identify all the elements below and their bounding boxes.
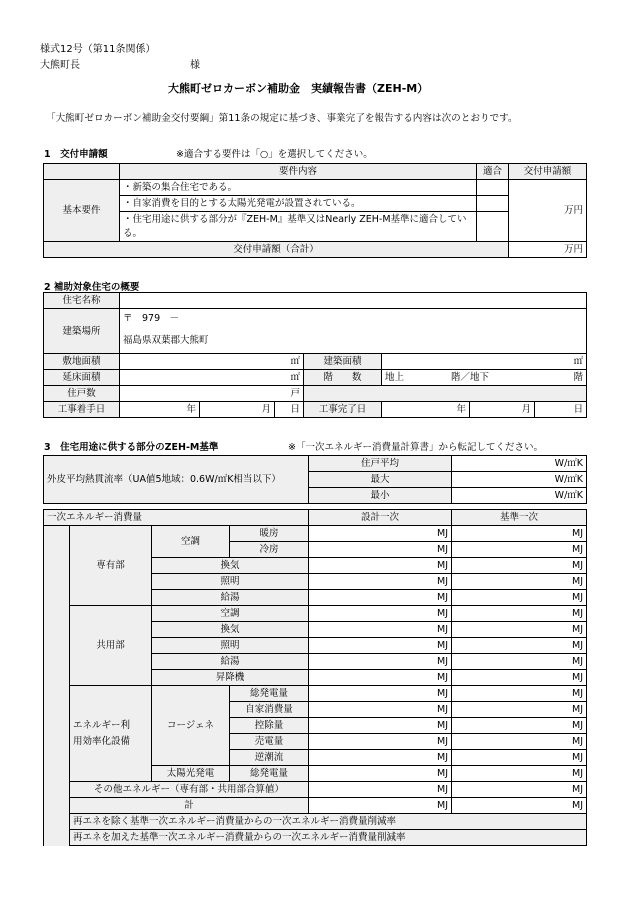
private-item: 給湯 bbox=[152, 590, 309, 606]
fit-checkbox-1[interactable] bbox=[477, 180, 509, 196]
location-label: 建築場所 bbox=[44, 309, 120, 354]
mj-input[interactable]: MJ bbox=[452, 622, 587, 638]
col-requirement: 要件内容 bbox=[120, 164, 477, 180]
floor-area-label: 延床面積 bbox=[44, 370, 120, 386]
fit-checkbox-2[interactable] bbox=[477, 196, 509, 212]
end-year[interactable] bbox=[382, 402, 470, 418]
energy-label: 一次エネルギー消費量 bbox=[44, 510, 309, 526]
mj-input[interactable]: MJ bbox=[452, 590, 587, 606]
section1-table bbox=[43, 163, 587, 258]
house-name-input[interactable] bbox=[120, 293, 587, 309]
mj-input[interactable]: MJ bbox=[309, 590, 452, 606]
cogen-label: コージェネ bbox=[152, 686, 230, 766]
heating-label: 暖房 bbox=[230, 526, 309, 542]
units-input[interactable] bbox=[120, 386, 304, 402]
mj-input[interactable]: MJ bbox=[309, 734, 452, 750]
mj-input[interactable]: MJ bbox=[452, 798, 587, 814]
common-item: 給湯 bbox=[152, 654, 309, 670]
ua-unit: W/㎡K bbox=[554, 490, 583, 501]
mj-input[interactable]: MJ bbox=[309, 654, 452, 670]
reduction-rate-2-label: 再エネを加えた基準一次エネルギー消費量からの一次エネルギー消費量削減率 bbox=[70, 830, 587, 846]
ua-unit: W/㎡K bbox=[554, 458, 583, 469]
common-label: 共用部 bbox=[70, 606, 152, 686]
private-item: 換気 bbox=[152, 558, 309, 574]
floors-mid: 階／地下 bbox=[451, 372, 490, 383]
common-item: 昇降機 bbox=[152, 670, 309, 686]
section3-ua-table bbox=[43, 455, 587, 504]
ua-label: 外皮平均熱貫流率（UA値5地域：0.6W/㎡K相当以下） bbox=[44, 456, 309, 504]
section2-heading: 2 補助対象住宅の概要 bbox=[44, 282, 140, 293]
section3-energy-table bbox=[43, 509, 587, 846]
mj-input[interactable]: MJ bbox=[309, 542, 452, 558]
common-item: 照明 bbox=[152, 638, 309, 654]
mj-input[interactable]: MJ bbox=[309, 702, 452, 718]
efficiency-label-line2: 用効率化設備 bbox=[73, 735, 131, 747]
ua-value-input[interactable] bbox=[452, 456, 587, 472]
solar-item: 総発電量 bbox=[230, 766, 309, 782]
amount-unit: 万円 bbox=[563, 205, 583, 216]
units-unit: 戸 bbox=[290, 388, 300, 399]
mj-input[interactable]: MJ bbox=[309, 750, 452, 766]
ua-unit: W/㎡K bbox=[554, 474, 583, 485]
mj-input[interactable]: MJ bbox=[452, 526, 587, 542]
mj-input[interactable]: MJ bbox=[452, 606, 587, 622]
total-amount-cell[interactable] bbox=[509, 242, 587, 258]
reduction-rate-1-label: 再エネを除く基準一次エネルギー消費量からの一次エネルギー消費量削減率 bbox=[70, 814, 587, 830]
total-unit: 万円 bbox=[563, 244, 583, 255]
col-fit: 適合 bbox=[477, 164, 509, 180]
year-text: 年 bbox=[186, 404, 196, 415]
end-day[interactable] bbox=[535, 402, 587, 418]
mj-input[interactable]: MJ bbox=[309, 606, 452, 622]
mj-input[interactable]: MJ bbox=[309, 686, 452, 702]
mj-input[interactable]: MJ bbox=[309, 574, 452, 590]
requirement-3: ・住宅用途に供する部分が『ZEH-M』基準又はNearly ZEH-M基準に適合している。 bbox=[120, 212, 477, 242]
floors-unit: 階 bbox=[573, 372, 584, 383]
section1-note: ※適合する要件は「○」を選択してください。 bbox=[176, 149, 373, 160]
end-date-label: 工事完了日 bbox=[304, 402, 382, 418]
building-area-unit: ㎡ bbox=[573, 356, 584, 367]
day-text: 日 bbox=[573, 404, 584, 415]
mj-input[interactable]: MJ bbox=[452, 670, 587, 686]
start-month[interactable] bbox=[200, 402, 275, 418]
basic-requirement-label: 基本要件 bbox=[44, 180, 120, 242]
mj-input[interactable]: MJ bbox=[452, 574, 587, 590]
cogen-item: 逆潮流 bbox=[230, 750, 309, 766]
floors-above: 地上 bbox=[385, 372, 405, 383]
addressee-suffix: 様 bbox=[190, 60, 200, 71]
building-area-label: 建築面積 bbox=[304, 354, 382, 370]
month-text: 月 bbox=[521, 404, 531, 415]
efficiency-label bbox=[70, 686, 152, 782]
start-day[interactable] bbox=[275, 402, 304, 418]
cogen-item: 売電量 bbox=[230, 734, 309, 750]
private-aircon: 空調 bbox=[152, 526, 230, 558]
section1-heading: 1 交付申請額 bbox=[44, 149, 108, 160]
amount-cell[interactable] bbox=[509, 180, 587, 242]
ua-value-input[interactable] bbox=[452, 488, 587, 504]
address[interactable]: 福島県双葉郡大熊町 bbox=[120, 327, 587, 354]
mj-input[interactable]: MJ bbox=[309, 558, 452, 574]
mj-input[interactable]: MJ bbox=[452, 558, 587, 574]
mj-input[interactable]: MJ bbox=[309, 782, 452, 798]
efficiency-label-line1: エネルギー利 bbox=[73, 719, 131, 731]
mj-input[interactable]: MJ bbox=[452, 654, 587, 670]
section2-table bbox=[43, 292, 587, 418]
fit-checkbox-3[interactable] bbox=[477, 212, 509, 242]
mj-input[interactable]: MJ bbox=[309, 798, 452, 814]
cogen-item: 総発電量 bbox=[230, 686, 309, 702]
month-text: 月 bbox=[261, 404, 271, 415]
start-date-label: 工事着手日 bbox=[44, 402, 120, 418]
floors-label: 階 数 bbox=[304, 370, 382, 386]
ua-value-input[interactable] bbox=[452, 472, 587, 488]
col-standard: 基準一次 bbox=[452, 510, 587, 526]
mj-input[interactable]: MJ bbox=[452, 750, 587, 766]
section3-heading: 3 住宅用途に供する部分のZEH-M基準 bbox=[44, 442, 219, 453]
site-area-label: 敷地面積 bbox=[44, 354, 120, 370]
mj-input[interactable]: MJ bbox=[452, 718, 587, 734]
ua-row-label: 最大 bbox=[309, 472, 452, 488]
cogen-item: 控除量 bbox=[230, 718, 309, 734]
site-area-input[interactable] bbox=[120, 354, 304, 370]
total-energy-label: 計 bbox=[70, 798, 309, 814]
building-area-input[interactable] bbox=[382, 354, 587, 370]
year-text: 年 bbox=[456, 404, 466, 415]
private-label: 専有部 bbox=[70, 526, 152, 606]
ua-row-label: 最小 bbox=[309, 488, 452, 504]
mj-input[interactable]: MJ bbox=[309, 766, 452, 782]
col-amount: 交付申請額 bbox=[509, 164, 587, 180]
form-number: 様式12号（第11条関係） bbox=[40, 44, 156, 55]
requirement-1: ・新築の集合住宅である。 bbox=[120, 180, 477, 196]
floors-input[interactable] bbox=[382, 370, 587, 386]
other-energy-label: その他エネルギー（専有部・共用部合算値） bbox=[70, 782, 309, 798]
intro-text: 「大熊町ゼロカーボン補助金交付要綱」第11条の規定に基づき、事業完了を報告する内容は次のとおりです。 bbox=[46, 113, 518, 124]
mj-input[interactable]: MJ bbox=[309, 638, 452, 654]
private-item: 照明 bbox=[152, 574, 309, 590]
col-design: 設計一次 bbox=[309, 510, 452, 526]
end-month[interactable] bbox=[470, 402, 535, 418]
requirement-2: ・自家消費を目的とする太陽光発電が設置されている。 bbox=[120, 196, 477, 212]
mj-input[interactable]: MJ bbox=[452, 766, 587, 782]
start-year[interactable] bbox=[120, 402, 200, 418]
mj-input[interactable]: MJ bbox=[309, 718, 452, 734]
mj-input[interactable]: MJ bbox=[452, 638, 587, 654]
mj-input[interactable]: MJ bbox=[452, 782, 587, 798]
mj-input[interactable]: MJ bbox=[309, 670, 452, 686]
total-label: 交付申請額（合計） bbox=[44, 242, 509, 258]
site-area-unit: ㎡ bbox=[290, 356, 300, 367]
common-item: 空調 bbox=[152, 606, 309, 622]
section3-note: ※「一次エネルギー消費量計算書」から転記してください。 bbox=[288, 442, 543, 453]
mj-input[interactable]: MJ bbox=[452, 702, 587, 718]
mj-input[interactable]: MJ bbox=[452, 542, 587, 558]
floor-area-unit: ㎡ bbox=[290, 372, 300, 383]
common-item: 換気 bbox=[152, 622, 309, 638]
postal-code[interactable]: 〒 979 － bbox=[120, 309, 587, 328]
cooling-label: 冷房 bbox=[230, 542, 309, 558]
cogen-item: 自家消費量 bbox=[230, 702, 309, 718]
page-title: 大熊町ゼロカーボン補助金 実績報告書（ZEH-M） bbox=[168, 82, 429, 95]
addressee-prefix: 大熊町長 bbox=[40, 60, 80, 71]
ua-row-label: 住戸平均 bbox=[309, 456, 452, 472]
house-name-label: 住宅名称 bbox=[44, 293, 120, 309]
floor-area-input[interactable] bbox=[120, 370, 304, 386]
solar-label: 太陽光発電 bbox=[152, 766, 230, 782]
day-text: 日 bbox=[290, 404, 300, 415]
mj-input[interactable]: MJ bbox=[309, 622, 452, 638]
mj-input[interactable]: MJ bbox=[452, 734, 587, 750]
mj-input[interactable]: MJ bbox=[309, 526, 452, 542]
mj-input[interactable]: MJ bbox=[452, 686, 587, 702]
units-label: 住戸数 bbox=[44, 386, 120, 402]
